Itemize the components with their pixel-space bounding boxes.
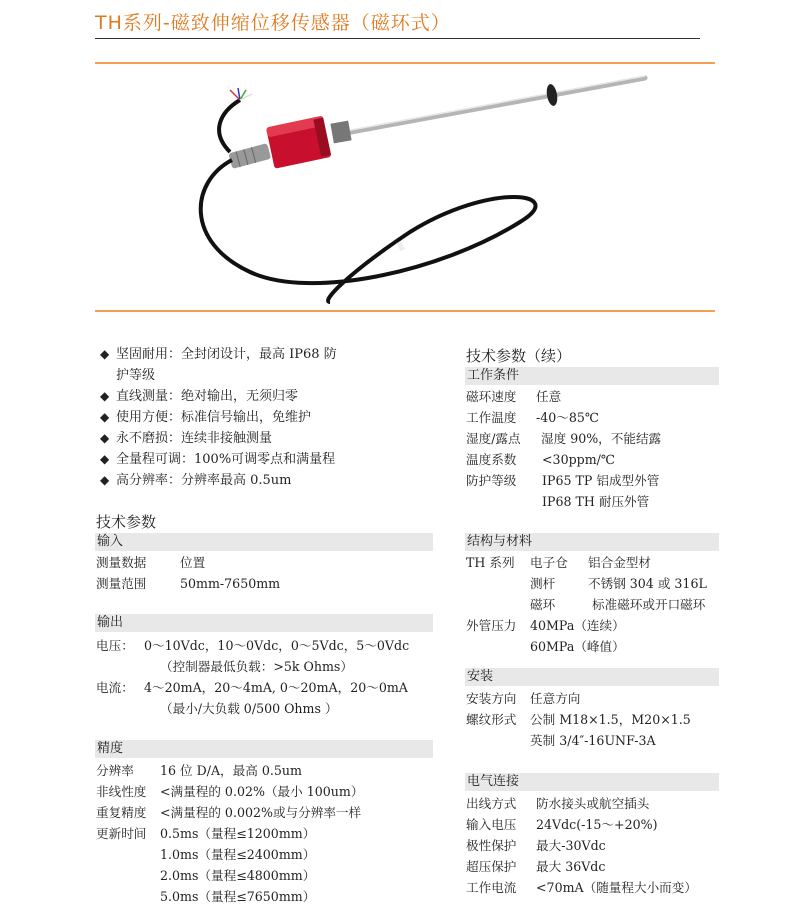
param-row: 工作温度 -40～85℃ [466,410,599,425]
param-row: 输入电压 24Vdc(-15～+20%) [466,817,658,832]
feature-item-continued: 护等级 [116,368,156,383]
param-row: 温度系数 <30ppm/℃ [466,452,615,467]
param-row: 测杆 不锈钢 304 或 316L [530,576,707,591]
top-orange-rule [95,62,715,64]
section-bar-electrical: 电气连接 [465,773,719,791]
param-continued: IP68 TH 耐压外管 [542,494,650,509]
electrical-section [466,793,697,898]
param-continued: 2.0ms（量程≤4800mm） [160,868,316,883]
section-bar-structure: 结构与材料 [465,533,719,551]
param-row: 测量范围 50mm-7650mm [96,576,281,591]
input-section [96,552,280,594]
diamond-bullet-icon: ◆ [100,347,110,361]
feature-item: ◆ 使用方便：标准信号输出，免维护 [100,407,337,428]
accuracy-section [96,760,363,907]
param-row: 防护等级 IP65 TP 铝成型外管 [466,473,660,488]
page-title: TH系列-磁致伸缩位移传感器（磁环式） [95,12,451,34]
param-continued: 1.0ms（量程≤2400mm） [160,847,316,862]
feature-item: ◆ 高分辨率：分辨率最高 0.5um [100,470,337,491]
output-section [96,635,409,719]
feature-item: ◆ 直线测量：绝对输出，无须归零 [100,386,337,407]
param-note: （控制器最低负载：>5k Ohms） [160,659,353,674]
param-row: 磁环 标准磁环或开口磁环 [530,597,706,612]
param-row: 磁环速度 任意 [466,389,562,404]
param-row: 更新时间 0.5ms（量程≤1200mm） [96,826,316,841]
param-row: 重复精度 <满量程的 0.002%或与分辨率一样 [96,805,362,820]
section-bar-accuracy: 精度 [95,740,433,758]
param-row: 极性保护 最大-30Vdc [466,838,606,853]
diamond-bullet-icon: ◆ [100,389,110,403]
param-row: 湿度/露点 湿度 90%，不能结露 [466,431,662,446]
diamond-bullet-icon: ◆ [100,473,110,487]
diamond-bullet-icon: ◆ [100,410,110,424]
install-section [466,688,691,751]
title-underline [95,38,700,39]
structure-section [466,552,707,657]
param-row: 电压： 0～10Vdc，10～0Vdc，0～5Vdc，5～0Vdc [96,638,410,653]
diamond-bullet-icon: ◆ [100,431,110,445]
param-row: 外管压力 40MPa（连续） [466,618,625,633]
param-row: 电流： 4～20mA，20～4mA, 0～20mA，20～0mA [96,680,408,695]
param-row: 非线性度 <满量程的 0.02%（最小 100um） [96,784,364,799]
param-row: 工作电流 <70mA（随量程大小而变） [466,880,697,895]
param-row: 测量数据 位置 [96,555,206,570]
param-row: TH 系列 电子仓 铝合金型材 [466,555,651,570]
left-heading: 技术参数 [96,513,157,531]
param-row: 螺纹形式 公制 M18×1.5，M20×1.5 [466,712,691,727]
bottom-orange-rule [95,310,715,312]
param-row: 分辨率 16 位 D/A，最高 0.5um [96,763,302,778]
param-continued: 5.0ms（量程≤7650mm） [160,889,316,904]
section-bar-output: 输出 [95,614,433,632]
section-bar-install: 安装 [465,668,719,686]
feature-item: ◆ 坚固耐用：全封闭设计，最高 IP68 防 [100,344,337,365]
param-note: （最小/大负载 0/500 Ohms ） [160,701,338,716]
feature-item: ◆ 永不磨损：连续非接触测量 [100,428,337,449]
feature-item: ◆ 全量程可调：100%可调零点和满量程 [100,449,337,470]
conditions-section [466,386,661,512]
diamond-bullet-icon: ◆ [100,452,110,466]
feature-list [100,344,337,491]
param-row: 超压保护 最大 36Vdc [466,859,606,874]
section-bar-conditions: 工作条件 [465,367,719,385]
right-heading: 技术参数（续） [466,347,572,365]
sensor-product-image [190,72,660,307]
param-continued: 60MPa（峰值） [530,639,625,654]
param-continued: 英制 3/4″-16UNF-3A [530,733,656,748]
param-row: 出线方式 防水接头或航空插头 [466,796,650,811]
param-row: 安装方向 任意方向 [466,691,581,706]
section-bar-input: 输入 [95,533,433,551]
